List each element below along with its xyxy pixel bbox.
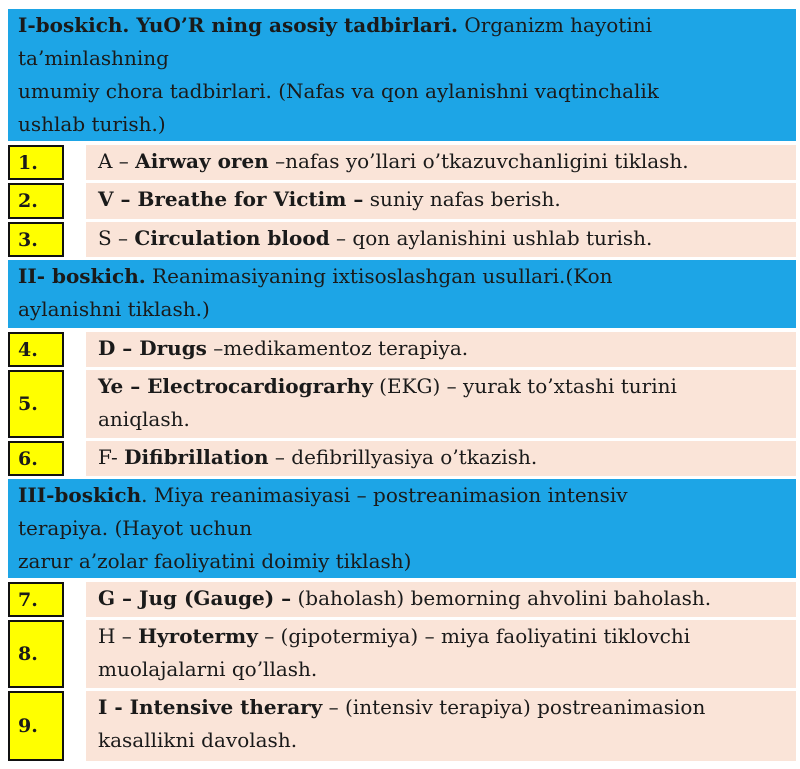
table-row-3 xyxy=(8,222,796,257)
section-2-title: II- boskich. xyxy=(18,264,146,288)
item-number: 2. xyxy=(8,183,64,219)
item-number: 9. xyxy=(8,691,64,761)
item-description-cont: kasallikni davolash. xyxy=(98,728,298,752)
item-text xyxy=(86,145,796,180)
item-description: (EKG) – yurak to’xtashi turini xyxy=(372,374,677,398)
item-text xyxy=(86,582,796,617)
section-3-title: III-boskich xyxy=(18,483,142,507)
item-text xyxy=(86,183,796,219)
item-number: 7. xyxy=(8,582,64,617)
section-1-line-2: ta’minlashning xyxy=(18,46,169,70)
item-number: 4. xyxy=(8,332,64,367)
item-description: (baholash) bemorning ahvolini baholash. xyxy=(291,586,712,610)
item-term: Circulation blood xyxy=(134,226,330,250)
section-2-line-1: Reanimasiyaning ixtisoslashgan usullari.(Kon xyxy=(145,264,613,288)
item-number: 8. xyxy=(8,620,64,688)
table-row-9 xyxy=(8,691,796,761)
item-description-cont: muolajalarni qo’llash. xyxy=(98,657,318,681)
table-row-8 xyxy=(8,620,796,688)
section-2-line-2: aylanishni tiklash.) xyxy=(18,297,210,321)
section-3-line-2: terapiya. (Hayot uchun xyxy=(18,516,253,540)
item-text xyxy=(86,441,796,476)
item-prefix: S – xyxy=(98,226,135,250)
item-description-cont: aniqlash. xyxy=(98,407,190,431)
item-term: Hyrotermy xyxy=(138,624,258,648)
table-row-4 xyxy=(8,332,796,367)
item-text xyxy=(86,691,796,761)
item-description: – qon aylanishini ushlab turish. xyxy=(329,226,653,250)
item-description: –nafas yo’llari o’tkazuvchanligini tiklash. xyxy=(268,149,689,173)
section-3-line-1: . Miya reanimasiyasi – postreanimasion intensiv xyxy=(141,483,628,507)
item-number: 3. xyxy=(8,222,64,257)
item-description: –medikamentoz terapiya. xyxy=(206,336,469,360)
table-row-6 xyxy=(8,441,796,476)
item-description: – (gipotermiya) – miya faoliyatini tiklovchi xyxy=(257,624,691,648)
item-term: Ye – Electrocardiograrhy xyxy=(98,374,373,398)
item-prefix: F- xyxy=(98,445,125,469)
item-number: 5. xyxy=(8,370,64,438)
item-term: G – Jug (Gauge) – xyxy=(98,586,292,610)
item-term: Difibrillation xyxy=(124,445,269,469)
table-row-1 xyxy=(8,145,796,180)
item-term: D – Drugs xyxy=(98,336,207,360)
table-row-2 xyxy=(8,183,796,219)
item-term: Airway oren xyxy=(135,149,269,173)
item-description: – (intensiv terapiya) postreanimasion xyxy=(322,695,706,719)
section-1-line-3: umumiy chora tadbirlari. (Nafas va qon aylanishni vaqtinchalik xyxy=(18,79,659,103)
item-text xyxy=(86,620,796,688)
section-1-header xyxy=(8,9,796,141)
section-1-line-4: ushlab turish.) xyxy=(18,112,166,136)
item-prefix: A – xyxy=(98,149,136,173)
item-description: – defibrillyasiya o’tkazish. xyxy=(268,445,538,469)
section-1-line-1: Organizm hayotini xyxy=(457,13,653,37)
item-text xyxy=(86,332,796,367)
section-2-header xyxy=(8,260,796,328)
table-row-7 xyxy=(8,582,796,617)
item-prefix: H – xyxy=(98,624,139,648)
item-number: 6. xyxy=(8,441,64,476)
item-text xyxy=(86,370,796,438)
section-3-header xyxy=(8,479,796,578)
item-text xyxy=(86,222,796,257)
item-term: V – Breathe for Victim – xyxy=(98,187,364,211)
section-1-title: I-boskich. YuO’R ning asosiy tadbirlari. xyxy=(18,13,458,37)
item-number: 1. xyxy=(8,145,64,180)
section-3-line-3: zarur a’zolar faoliyatini doimiy tiklash) xyxy=(18,549,412,573)
item-term: I - Intensive therary xyxy=(98,695,323,719)
item-description: suniy nafas berish. xyxy=(363,187,561,211)
table-row-5 xyxy=(8,370,796,438)
